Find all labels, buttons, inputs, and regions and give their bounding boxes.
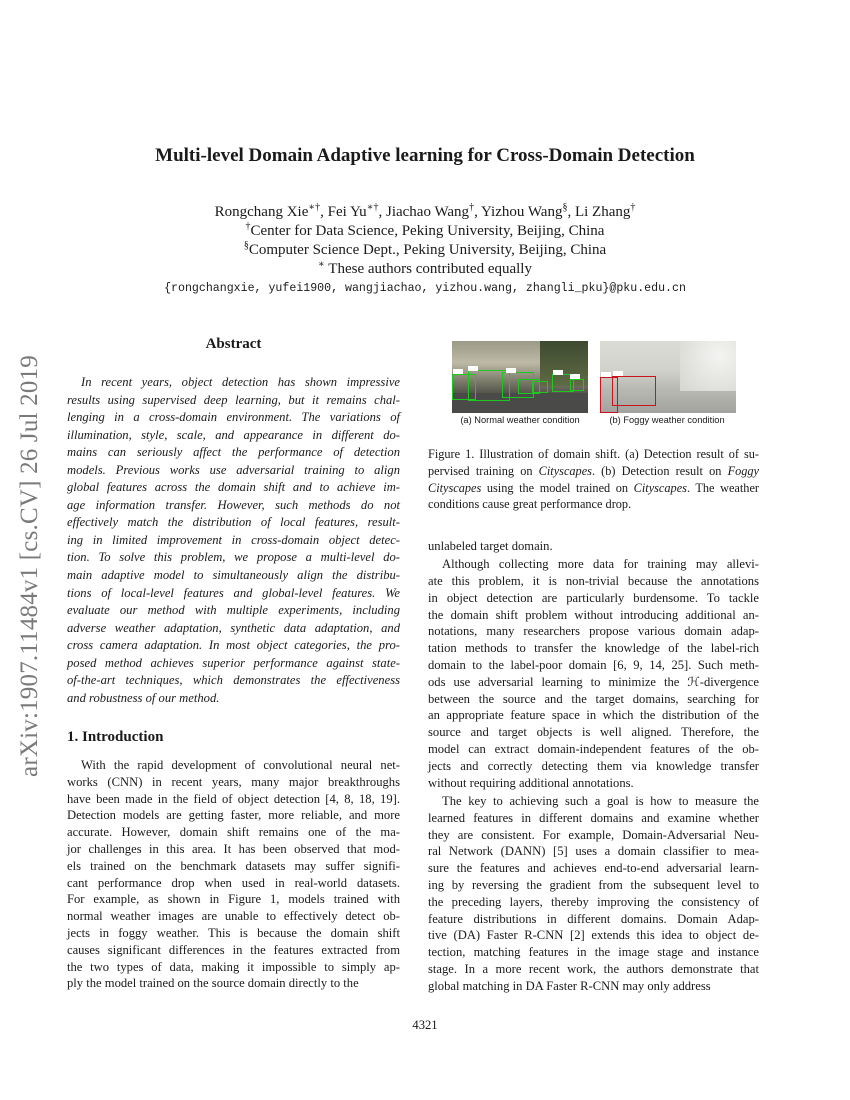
text-line: learned features in different domains and examine whether bbox=[428, 810, 759, 825]
text-line: feature distributions in different domains. Domain Adap- bbox=[428, 911, 759, 926]
text-line: jects in foggy weather. This is because the domain shift bbox=[67, 925, 400, 940]
text-line: unlabeled target domain. bbox=[428, 539, 553, 553]
author-mark: ∗† bbox=[366, 202, 379, 213]
affiliation-2: §Computer Science Dept., Peking University, Beijing, China bbox=[243, 240, 607, 258]
text-line: the two types of data, making it impossible to simply ap- bbox=[67, 959, 400, 974]
abstract-body bbox=[67, 374, 400, 707]
text-line: conditions cause great performance drop. bbox=[428, 497, 632, 512]
author-name: Rongchang Xie bbox=[214, 204, 309, 220]
text-line: For example, as shown in Figure 1, models trained with bbox=[67, 892, 400, 907]
text-line: ing in limited improvement in cross-domain object detec- bbox=[67, 532, 400, 547]
text-line: notations, many researchers propose various domain adap- bbox=[428, 624, 759, 639]
author-mark: § bbox=[562, 202, 568, 213]
text-line: models. Previous works use adversarial training to align bbox=[67, 462, 400, 477]
text-line: Detection models are getting faster, more reliable, and more bbox=[67, 808, 400, 823]
text-line: and robustness of our method. bbox=[67, 690, 220, 705]
text-line: without requiring additional annotations. bbox=[428, 775, 634, 790]
author-name: Li Zhang bbox=[574, 204, 631, 220]
subfigure-caption-a: (a) Normal weather condition bbox=[460, 415, 580, 425]
figure-1-caption bbox=[428, 446, 759, 513]
text-line: accurate. However, domain shift remains one of the ma- bbox=[67, 825, 400, 840]
text-line: ral Network (DANN) [5] uses a domain classifier to mea- bbox=[428, 844, 759, 859]
text-line: The key to achieving such a goal is how to measure the bbox=[442, 793, 759, 808]
text-line: mains can seriously affect the performance of detection bbox=[67, 445, 400, 460]
text-line: an appropriate feature space in which the distribution of the bbox=[428, 708, 759, 723]
section-heading-introduction: 1. Introduction bbox=[67, 729, 164, 745]
author-name: Fei Yu bbox=[327, 204, 367, 220]
text-line: source and target objects is well aligned. Therefore, the bbox=[428, 725, 759, 740]
text-line: global features across the domain shift and to achieve im- bbox=[67, 480, 400, 495]
equal-contribution-note: ∗ These authors contributed equally bbox=[318, 259, 532, 277]
text-line: in object detection are particularly burdensome. To tackle bbox=[428, 590, 759, 605]
text-line: works (CNN) in recent years, many major breakthroughs bbox=[67, 774, 400, 789]
introduction-body bbox=[67, 757, 400, 992]
text-line: jor challenges in this area. It has been observed that mod- bbox=[67, 841, 400, 856]
text-line: ply the model trained on the source domain directly to the bbox=[67, 976, 359, 991]
text-line: stage. In a more recent work, the authors demonstrate that bbox=[428, 961, 759, 976]
text-line: model can extract domain-independent features of the ob- bbox=[428, 742, 759, 757]
text-line: tive (DA) Faster R-CNN [2] extends this idea to object de- bbox=[428, 928, 759, 943]
text-line: adverse weather adaptation, synthetic data adaptation, and bbox=[67, 620, 400, 635]
text-line: main adaptive model to simultaneously align the distribu- bbox=[67, 568, 400, 583]
paper-title: Multi-level Domain Adaptive learning for Cross-Domain Detection bbox=[155, 145, 695, 166]
text-line: jects and correctly detecting them via knowledge transfer bbox=[428, 758, 759, 773]
affiliation-1: †Center for Data Science, Peking University, Beijing, China bbox=[245, 221, 605, 239]
page-number: 4321 bbox=[412, 1018, 438, 1032]
text-line: cant performance drop when used in real-world datasets. bbox=[67, 875, 400, 890]
text-line: between the source and the target domains, searching for bbox=[428, 691, 759, 706]
text-line: normal weather images are unable to effectively detect ob- bbox=[67, 909, 400, 924]
text-line: effectively match the distribution of local features, result- bbox=[67, 515, 400, 530]
text-line: pervised training on Cityscapes. (b) Detection result on Foggy bbox=[428, 463, 759, 478]
figure-image-normal-weather bbox=[452, 341, 588, 413]
text-line: tection, matching features in the image stage and instance bbox=[428, 945, 759, 960]
subfigure-caption-b: (b) Foggy weather condition bbox=[609, 415, 725, 425]
text-line: illumination, style, scale, and appearance in different do- bbox=[67, 427, 400, 442]
author-mark: ∗† bbox=[308, 202, 321, 213]
text-line: With the rapid development of convolutional neural net- bbox=[81, 758, 400, 772]
text-line: Cityscapes using the model trained on Cityscapes. The weather bbox=[428, 480, 759, 495]
author-name: Jiachao Wang bbox=[385, 204, 470, 220]
right-column-body bbox=[428, 538, 759, 995]
text-line: tion. To solve this problem, we propose a multi-level do- bbox=[67, 550, 400, 565]
text-line: they are consistent. For example, Domain-Adversarial Neu- bbox=[428, 827, 759, 842]
author-emails: {rongchangxie, yufei1900, wangjiachao, yizhou.wang, zhangli_pku}@pku.edu.cn bbox=[164, 282, 686, 295]
text-line: global matching in DA Faster R-CNN may only address bbox=[428, 978, 711, 993]
text-line: results using supervised deep learning, but it remains chal- bbox=[67, 392, 400, 407]
text-line: ods use adversarial learning to minimize the ℋ-divergence bbox=[428, 674, 759, 689]
abstract-heading: Abstract bbox=[205, 336, 262, 352]
text-line: lenging in a cross-domain environment. The variations of bbox=[67, 410, 400, 425]
author-name: Yizhou Wang bbox=[481, 204, 563, 220]
text-line: tation methods to transfer the knowledge of the label-rich bbox=[428, 641, 759, 656]
arxiv-side-stamp: arXiv:1907.11484v1 [cs.CV] 26 Jul 2019 bbox=[16, 355, 43, 777]
text-line: evaluate our method with multiple experiments, including bbox=[67, 603, 400, 618]
text-line: domain to the label-poor domain [6, 9, 14, 25]. Such meth- bbox=[428, 658, 759, 673]
author-list: Rongchang Xie∗†, Fei Yu∗†, Jiachao Wang†, Yizhou Wang§, Li Zhang† bbox=[214, 202, 636, 220]
text-line: sure the features and achieves end-to-end adversarial learn- bbox=[428, 861, 759, 876]
author-mark: † bbox=[469, 202, 475, 213]
text-line: tions of local-level features and global-level features. We bbox=[67, 585, 400, 600]
author-mark: † bbox=[630, 202, 636, 213]
text-line: have been made in the field of object detection [4, 8, 18, 19]. bbox=[67, 791, 400, 806]
text-line: posed method achieves superior performance against state- bbox=[67, 655, 400, 670]
text-line: Figure 1. Illustration of domain shift. (a) Detection result of su- bbox=[428, 447, 759, 461]
text-line: the domain shift problem without introducing additional an- bbox=[428, 607, 759, 622]
text-line: In recent years, object detection has shown impressive bbox=[81, 375, 400, 389]
text-line: the preceding layers, thereby improving the consistency of bbox=[428, 894, 759, 909]
text-line: els trained on the benchmark datasets may suffer signifi- bbox=[67, 858, 400, 873]
text-line: Although collecting more data for training may allevi- bbox=[442, 557, 759, 572]
figure-image-foggy-weather bbox=[600, 341, 736, 413]
text-line: ate this problem, it is non-trivial because the annotations bbox=[428, 574, 759, 589]
text-line: age information transfer. However, such methods do not bbox=[67, 497, 400, 512]
text-line: causes significant differences in the features extracted from bbox=[67, 942, 400, 957]
text-line: ing by reversing the gradient from the subsequent level to bbox=[428, 877, 759, 892]
text-line: cross camera adaptation. In most object categories, the pro- bbox=[67, 638, 400, 653]
text-line: of-the-art techniques, which demonstrates the effectiveness bbox=[67, 673, 400, 688]
